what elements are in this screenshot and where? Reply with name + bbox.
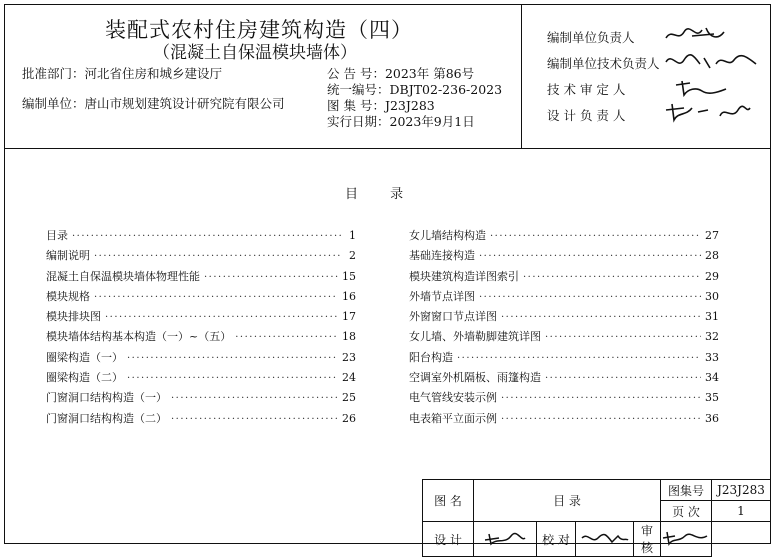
- signature-tech-reviewer: [672, 77, 732, 99]
- toc-entry-page: 28: [705, 249, 719, 263]
- toc-entry-title: 电表箱平立面示例: [409, 411, 497, 425]
- toc-leader: [204, 272, 338, 283]
- signature-design-head: [664, 100, 754, 126]
- toc-leader: [501, 393, 701, 404]
- toc-entry-title: 编制说明: [46, 249, 90, 263]
- signature-tech-head: [664, 50, 764, 74]
- toc-entry[interactable]: [409, 247, 719, 267]
- effective-date: 实行日期：2023年9月1日: [327, 114, 475, 129]
- unified-no: 统一编号：DBJT02-236-2023: [327, 82, 503, 97]
- toc-entry[interactable]: [409, 410, 719, 430]
- approval-dept: 批准部门：河北省住房和城乡建设厅: [22, 66, 223, 81]
- toc-entry-title: 圈梁构造（一）: [46, 350, 123, 364]
- toc-entry-page: 17: [342, 310, 356, 324]
- toc-entry-page: 26: [342, 411, 356, 425]
- compile-unit: 编制单位：唐山市规划建筑设计研究院有限公司: [22, 96, 285, 111]
- toc-entry-page: 36: [705, 411, 719, 425]
- document-subtitle: （混凝土自保温模块墙体）: [153, 43, 357, 63]
- toc-leader: [94, 292, 338, 303]
- toc-leader: [523, 272, 701, 283]
- review-signature: [661, 522, 712, 557]
- toc-entry[interactable]: [409, 369, 719, 389]
- toc-entry-page: 24: [342, 371, 356, 385]
- toc-leader: [501, 414, 701, 425]
- page-label: 页 次: [661, 501, 712, 522]
- toc-entry[interactable]: [46, 227, 356, 247]
- toc-entry-page: 32: [705, 330, 719, 344]
- toc-entry-title: 门窗洞口结构构造（二）: [46, 411, 167, 425]
- toc-entry[interactable]: [409, 288, 719, 308]
- toc-leader: [545, 373, 701, 384]
- toc-left-column: [46, 227, 356, 430]
- announcement-no: 公 告 号：2023年 第86号: [327, 66, 475, 81]
- toc-leader: [235, 332, 338, 343]
- page-value: 1: [712, 501, 771, 522]
- signature-designer: [483, 530, 527, 546]
- check-signature: [576, 522, 634, 557]
- toc-right-column: [409, 227, 719, 430]
- toc-entry[interactable]: [46, 288, 356, 308]
- toc-entry-title: 门窗洞口结构构造（一）: [46, 391, 167, 405]
- document-title: 装配式农村住房建筑构造（四）: [105, 18, 413, 42]
- design-label: 设 计: [423, 522, 474, 557]
- signature-unit-head: [662, 24, 742, 46]
- toc-entry-page: 25: [342, 391, 356, 405]
- toc-entry-title: 空调室外机隔板、雨篷构造: [409, 371, 541, 385]
- toc-leader: [72, 231, 342, 242]
- toc-entry-page: 2: [349, 249, 356, 263]
- toc-entry-page: 30: [705, 289, 719, 303]
- toc-entry[interactable]: [46, 268, 356, 288]
- toc-heading: 目 录: [345, 187, 418, 202]
- toc-entry-page: 35: [705, 391, 719, 405]
- toc-entry-page: 16: [342, 289, 356, 303]
- toc-entry-page: 1: [349, 229, 356, 242]
- toc-entry-page: 18: [342, 330, 356, 344]
- toc-entry[interactable]: [46, 410, 356, 430]
- toc-entry-title: 圈梁构造（二）: [46, 371, 123, 385]
- toc-entry-title: 女儿墙、外墙勒脚建筑详图: [409, 330, 541, 344]
- toc-entry-page: 33: [705, 350, 719, 364]
- toc-leader: [545, 332, 701, 343]
- toc-entry-page: 34: [705, 371, 719, 385]
- toc-leader: [490, 231, 701, 242]
- toc-entry-title: 外墙节点详图: [409, 289, 475, 303]
- header-divider: [4, 148, 771, 149]
- role-tech-head: 编制单位技术负责人: [547, 56, 660, 71]
- toc-entry-title: 模块规格: [46, 289, 90, 303]
- atlas-value: J23J283: [712, 480, 771, 501]
- toc-entry[interactable]: [46, 389, 356, 409]
- toc-leader: [501, 312, 701, 323]
- toc-leader: [127, 353, 338, 364]
- toc-entry-title: 混凝土自保温模块墙体物理性能: [46, 269, 200, 283]
- toc-entry-page: 29: [705, 269, 719, 283]
- toc-entry[interactable]: [409, 349, 719, 369]
- toc-leader: [171, 393, 338, 404]
- role-unit-head: 编制单位负责人: [547, 30, 635, 45]
- toc-leader: [479, 251, 701, 262]
- signature-checker: [580, 530, 630, 546]
- role-design-head: 设 计 负 责 人: [547, 108, 626, 123]
- toc-entry[interactable]: [409, 328, 719, 348]
- drawing-name-label: 图 名: [423, 480, 474, 522]
- toc-leader: [479, 292, 701, 303]
- toc-entry[interactable]: [46, 349, 356, 369]
- title-block: [422, 479, 771, 557]
- toc-entry-title: 基础连接构造: [409, 249, 475, 263]
- toc-entry-page: 23: [342, 350, 356, 364]
- check-label: 校 对: [537, 522, 576, 557]
- toc-entry[interactable]: [46, 247, 356, 267]
- toc-entry-title: 女儿墙结构构造: [409, 229, 486, 242]
- toc-entry-page: 27: [705, 229, 719, 242]
- toc-leader: [127, 373, 338, 384]
- toc-leader: [105, 312, 338, 323]
- atlas-label: 图集号: [661, 480, 712, 501]
- toc-entry[interactable]: [46, 328, 356, 348]
- header-vertical-divider: [521, 4, 522, 148]
- toc-leader: [457, 353, 701, 364]
- toc-entry[interactable]: [409, 389, 719, 409]
- atlas-no: 图 集 号：J23J283: [327, 98, 435, 113]
- toc-entry-title: 模块排块图: [46, 310, 101, 324]
- design-signature: [474, 522, 537, 557]
- drawing-name: 目 录: [474, 480, 661, 522]
- toc-entry[interactable]: [409, 227, 719, 247]
- toc-entry[interactable]: [409, 268, 719, 288]
- signature-reviewer: [661, 530, 711, 546]
- toc-entry-title: 目录: [46, 229, 68, 242]
- toc-entry-page: 31: [705, 310, 719, 324]
- review-label: 审 核: [634, 522, 661, 557]
- toc-entry-title: 模块建筑构造详图索引: [409, 269, 519, 283]
- role-tech-reviewer: 技 术 审 定 人: [547, 82, 626, 97]
- toc-entry-title: 电气管线安装示例: [409, 391, 497, 405]
- toc-leader: [94, 251, 342, 262]
- toc-entry-page: 15: [342, 269, 356, 283]
- toc-entry[interactable]: [46, 369, 356, 389]
- toc-leader: [171, 414, 338, 425]
- toc-entry-title: 外窗窗口节点详图: [409, 310, 497, 324]
- toc-entry[interactable]: [46, 308, 356, 328]
- toc-entry-title: 模块墙体结构基本构造（一）~（五）: [46, 330, 232, 344]
- toc-entry[interactable]: [409, 308, 719, 328]
- toc-entry-title: 阳台构造: [409, 350, 453, 364]
